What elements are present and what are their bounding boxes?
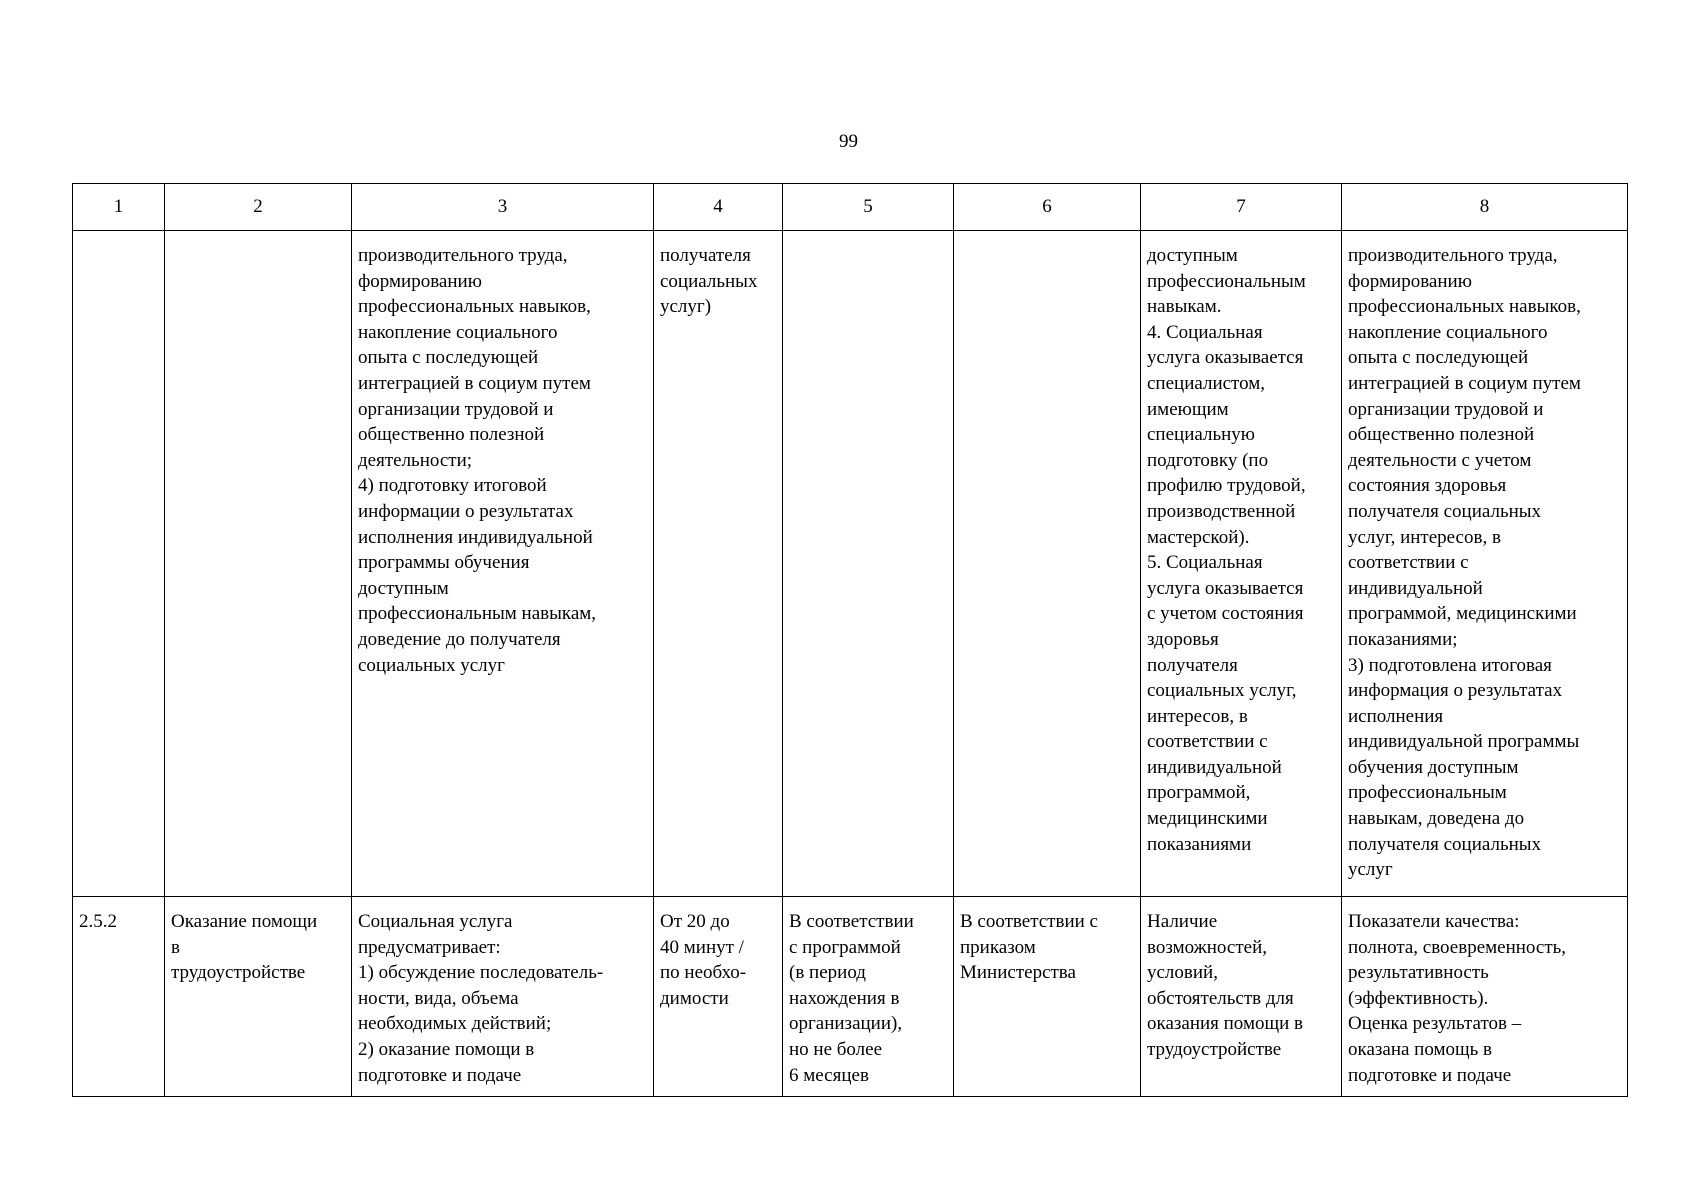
service-name-cell: Оказание помощи в трудоустройстве bbox=[165, 897, 352, 1097]
service-description-cell: производительного труда, формированию профессиональных навыков, накопление социального опыта с последующей интеграцией в социум путем организации трудовой и общественно полезной деятельности; 4) подготовку итоговой информации о результатах исполнения индивидуальной программы обучения доступным профессиональным навыкам, доведение до получателя социальных услуг bbox=[352, 231, 654, 897]
service-duration-cell: От 20 до 40 минут / по необхо- димости bbox=[654, 897, 783, 1097]
item-number-cell: 2.5.2 bbox=[73, 897, 165, 1097]
conditions-cell: доступным профессиональным навыкам. 4. Социальная услуга оказывается специалистом, имеющим специальную подготовку (по профилю трудовой, производственной мастерской). 5. Социальная услуга оказывается с учетом состояния здоровья получателя социальных услуг, интересов, в соответствии с индивидуальной программой, медицинскими показаниями bbox=[1141, 231, 1342, 897]
table-header-row bbox=[73, 184, 1628, 231]
page-number: 99 bbox=[839, 131, 858, 152]
tariff-cell: В соответствии с приказом Министерства bbox=[954, 897, 1141, 1097]
quality-indicators-cell: Показатели качества: полнота, своевременность, результативность (эффективность). Оценка результатов – оказана помощь в подготовке и подаче bbox=[1342, 897, 1628, 1097]
tariff-cell bbox=[954, 231, 1141, 897]
column-number-header: 1 bbox=[73, 184, 165, 231]
service-duration-cell: получателя социальных услуг) bbox=[654, 231, 783, 897]
table-row bbox=[73, 231, 1628, 897]
conditions-cell: Наличие возможностей, условий, обстоятельств для оказания помощи в трудоустройстве bbox=[1141, 897, 1342, 1097]
service-term-cell: В соответствии с программой (в период нахождения в организации), но не более 6 месяцев bbox=[783, 897, 954, 1097]
service-term-cell bbox=[783, 231, 954, 897]
column-number-header: 7 bbox=[1141, 184, 1342, 231]
column-number-header: 4 bbox=[654, 184, 783, 231]
item-number-cell bbox=[73, 231, 165, 897]
quality-indicators-cell: производительного труда, формированию профессиональных навыков, накопление социального опыта с последующей интеграцией в социум путем организации трудовой и общественно полезной деятельности с учетом состояния здоровья получателя социальных услуг, интересов, в соответствии с индивидуальной программой, медицинскими показаниями; 3) подготовлена итоговая информация о результатах исполнения индивидуальной программы обучения доступным профессиональным навыкам, доведена до получателя социальных услуг bbox=[1342, 231, 1628, 897]
column-number-header: 3 bbox=[352, 184, 654, 231]
column-number-header: 2 bbox=[165, 184, 352, 231]
column-number-header: 5 bbox=[783, 184, 954, 231]
column-number-header: 8 bbox=[1342, 184, 1628, 231]
service-description-cell: Социальная услуга предусматривает: 1) обсуждение последователь- ности, вида, объема необходимых действий; 2) оказание помощи в подготовке и подаче bbox=[352, 897, 654, 1097]
services-table bbox=[72, 183, 1628, 1097]
table-row bbox=[73, 897, 1628, 1097]
column-number-header: 6 bbox=[954, 184, 1141, 231]
service-name-cell bbox=[165, 231, 352, 897]
